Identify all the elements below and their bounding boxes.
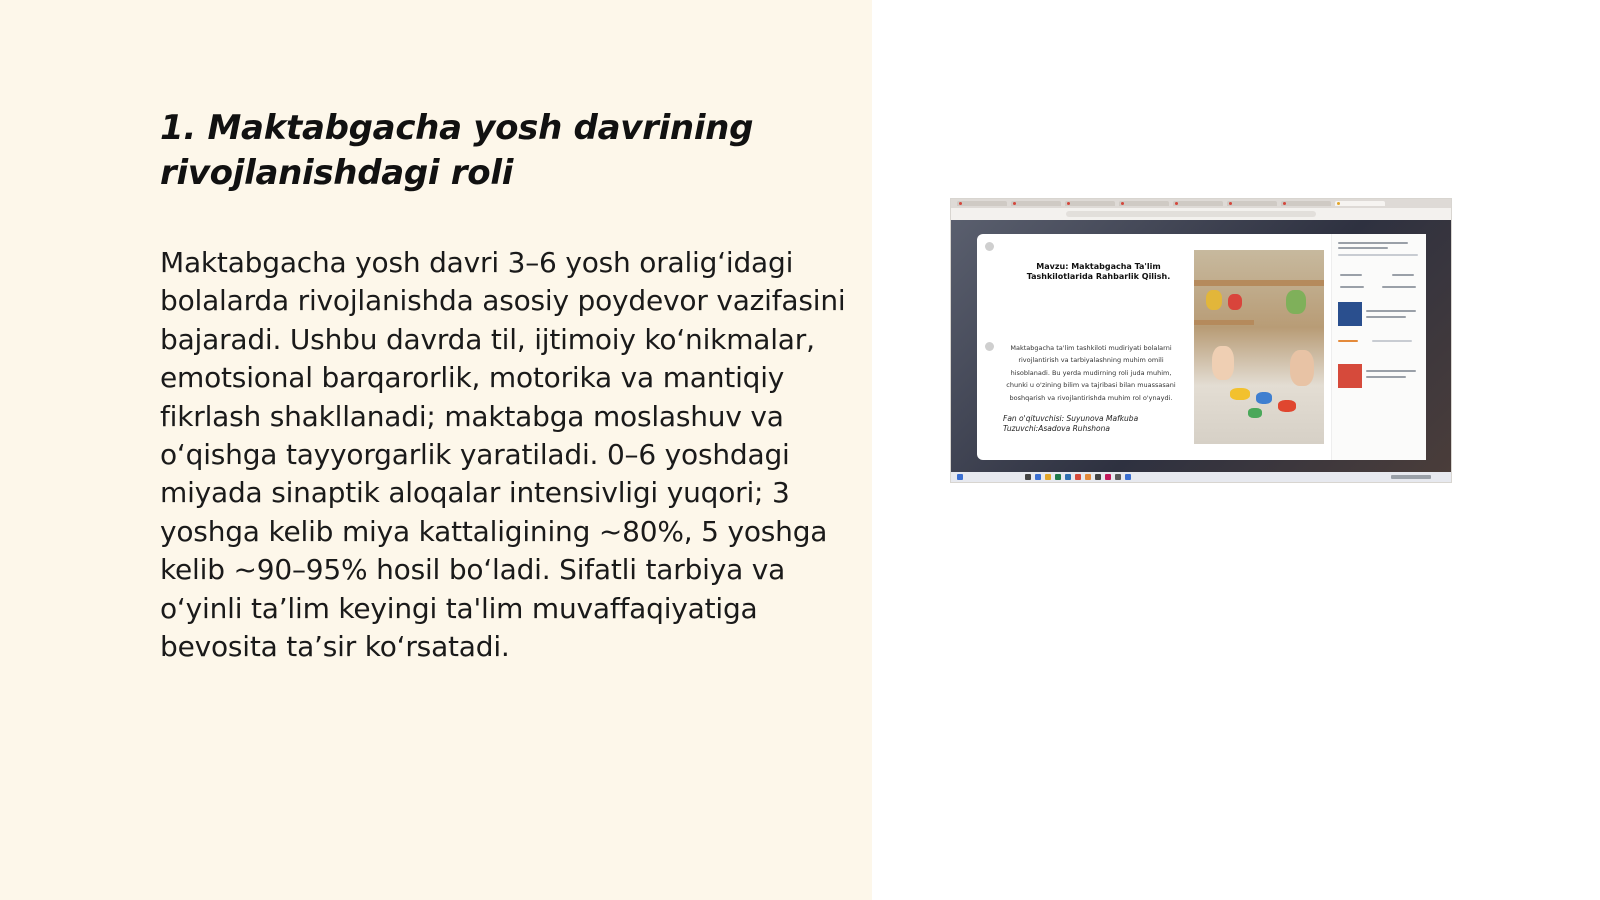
browser-address-bar: [951, 208, 1451, 220]
document-author: [1003, 414, 1179, 434]
slide-title: 1. Maktabgacha yosh davrining rivojlanishdagi roli: [160, 108, 754, 193]
document-teacher: Fan o'qituvchisi: Suyunova Mafkuba: [1003, 414, 1139, 423]
classroom-photo: [1194, 250, 1324, 444]
windows-taskbar: [951, 472, 1451, 482]
slide-body-text: Maktabgacha yosh davri 3–6 yosh oralig‘idagi bolalarda rivojlanishda asosiy poydevor vazifasini bajaradi. Ushbu davrda til, ijtimoiy ko‘nikmalar, emotsional barqarorlik, motorika va mantiqiy fikrlash shakllanadi; maktabga moslashuv va o‘qishga tayyorgarlik yaratiladi. 0–6 yoshdagi miyada sinaptik aloqalar intensivligi yuqori; 3 yoshga kelib miya kattaligining ~80%, 5 yoshga kelib ~90–95% hosil bo‘ladi. Sifatli tarbiya va o‘yinli ta’lim keyingi ta'lim muvaffaqiyatiga bevosita ta’sir ko‘rsatadi.: [160, 246, 846, 664]
document-sidebar: [1331, 234, 1426, 460]
document-title: Mavzu: Maktabgacha Ta'lim Tashkilotlarida Rahbarlik Qilish.: [1026, 262, 1171, 281]
browser-tab-bar: [951, 199, 1451, 208]
embedded-screenshot: [950, 198, 1452, 483]
document-viewer: [951, 220, 1451, 472]
document-text: Maktabgacha ta'lim tashkiloti mudiriyati bolalarni rivojlantirish va tarbiyalashning muhim omili hisoblanadi. Bu yerda mudirning roli juda muhim, chunki u o'zining bilim va tajribasi bilan muassasani boshqarish va rivojlantirishda muhim rol o'ynaydi.: [1006, 344, 1176, 402]
document-compiler: Tuzuvchi:Asadova Ruhshona: [1003, 424, 1110, 433]
viewer-button-icon: [985, 342, 994, 351]
viewer-button-icon: [985, 242, 994, 251]
document-card: [977, 234, 1425, 460]
